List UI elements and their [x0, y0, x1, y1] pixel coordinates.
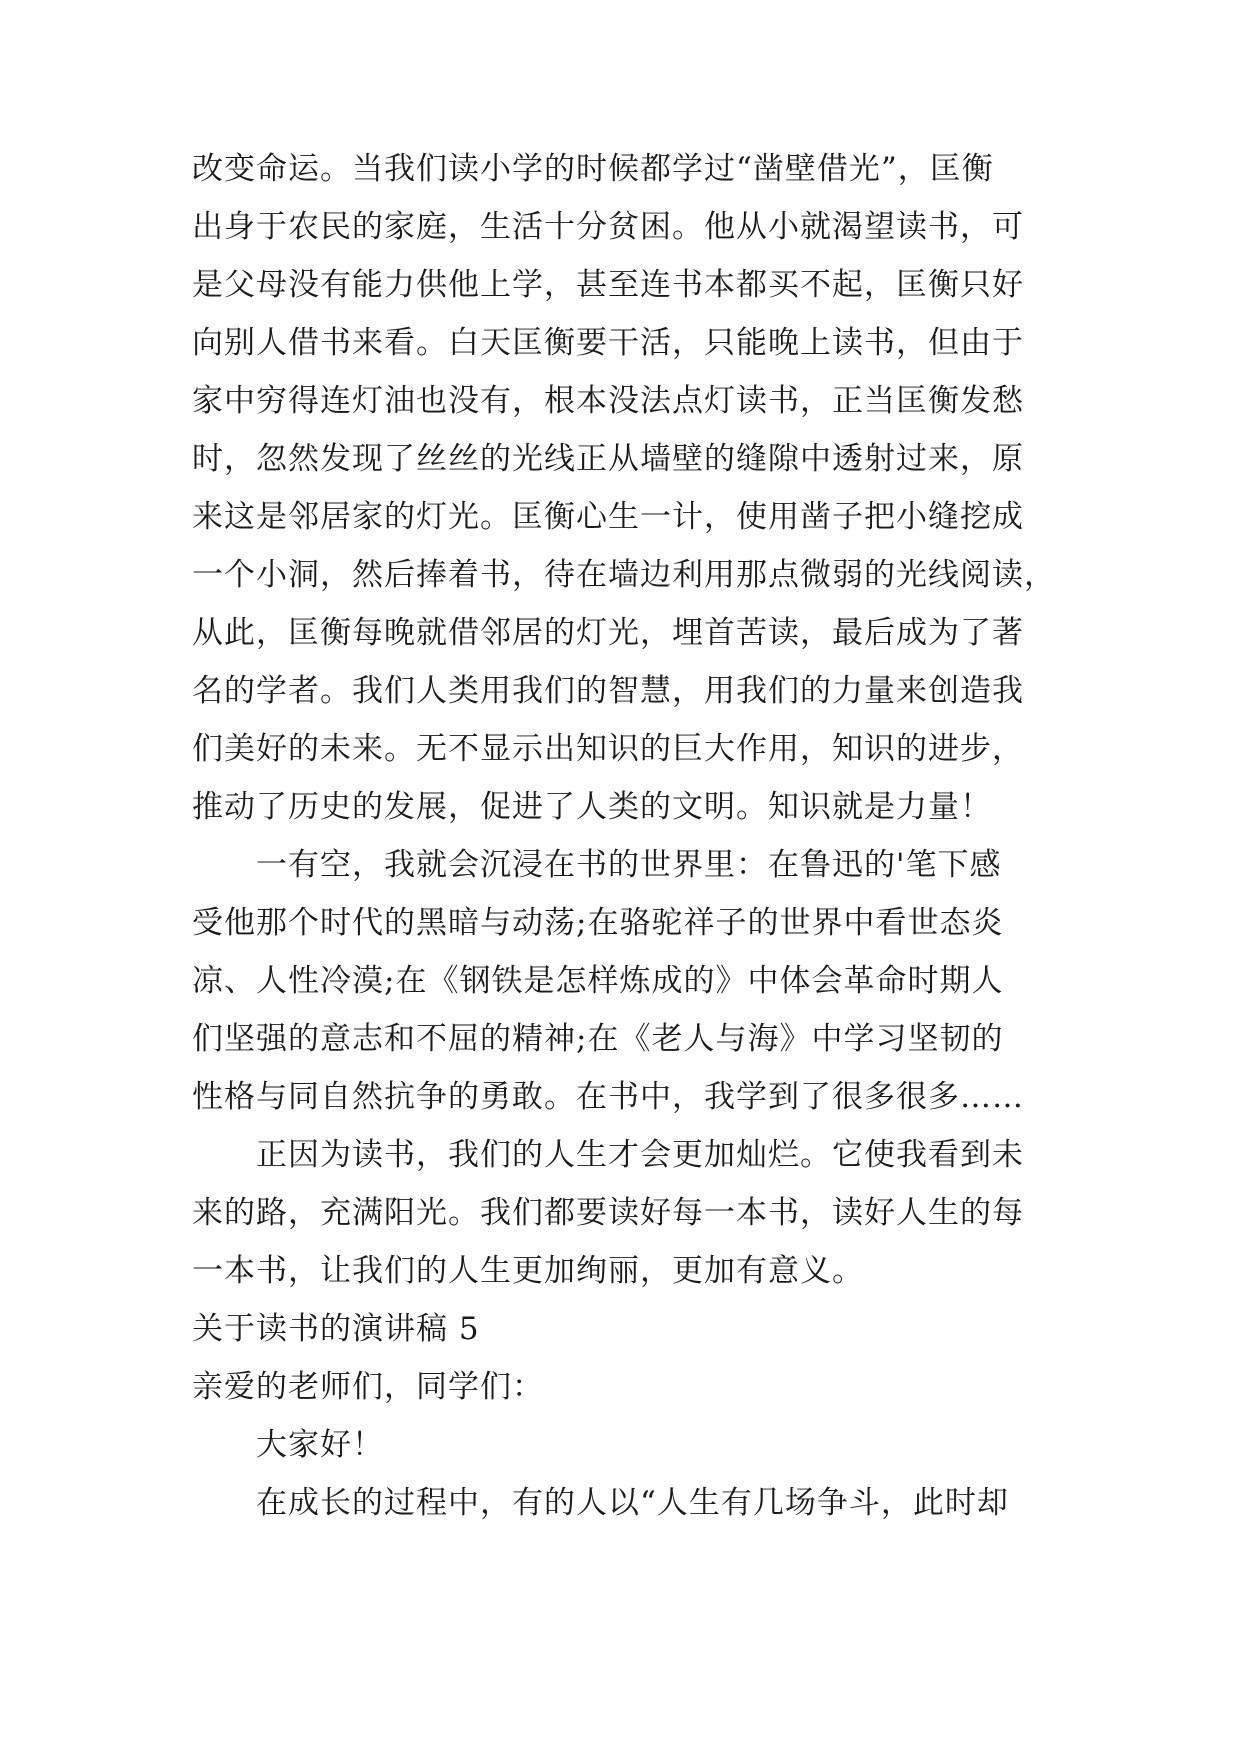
section-heading: 关于读书的演讲稿 5 — [192, 1311, 480, 1347]
text-line: 受他那个时代的黑暗与动荡;在骆驼祥子的世界中看世态炎 — [192, 905, 1004, 941]
text-line: 凉、人性冷漠;在《钢铁是怎样炼成的》中体会革命时期人 — [192, 963, 1004, 999]
text-line: 从此，匡衡每晚就借邻居的灯光，埋首苦读，最后成为了著 — [192, 615, 1024, 651]
text-line: 来的路，充满阳光。我们都要读好每一本书，读好人生的每 — [192, 1195, 1024, 1231]
text-line: 向别人借书来看。白天匡衡要干活，只能晚上读书，但由于 — [192, 325, 1024, 361]
text-line: 一本书，让我们的人生更加绚丽，更加有意义。 — [192, 1253, 864, 1289]
text-line: 性格与同自然抗争的勇敢。在书中，我学到了很多很多…… — [192, 1079, 1024, 1115]
text-line: 来这是邻居家的灯光。匡衡心生一计，使用凿子把小缝挖成 — [192, 499, 1024, 535]
salutation-line: 亲爱的老师们，同学们： — [192, 1369, 544, 1405]
paragraph-start-line: 正因为读书，我们的人生才会更加灿烂。它使我看到未 — [256, 1137, 1024, 1173]
text-line: 们美好的未来。无不显示出知识的巨大作用，知识的进步， — [192, 731, 1024, 767]
text-line: 是父母没有能力供他上学，甚至连书本都买不起，匡衡只好 — [192, 267, 1024, 303]
text-line: 一个小洞，然后捧着书，待在墙边利用那点微弱的光线阅读， — [192, 557, 1056, 593]
paragraph-start-line: 在成长的过程中，有的人以“人生有几场争斗，此时却 — [256, 1485, 1009, 1521]
text-line: 家中穷得连灯油也没有，根本没法点灯读书，正当匡衡发愁 — [192, 383, 1024, 419]
document-page — [192, 140, 1056, 1532]
text-line: 们坚强的意志和不屈的精神;在《老人与海》中学习坚韧的 — [192, 1021, 1004, 1057]
text-line: 时，忽然发现了丝丝的光线正从墙壁的缝隙中透射过来，原 — [192, 441, 1024, 477]
text-line: 名的学者。我们人类用我们的智慧，用我们的力量来创造我 — [192, 673, 1024, 709]
greeting-line: 大家好！ — [256, 1427, 384, 1463]
paragraph-start-line: 一有空，我就会沉浸在书的世界里：在鲁迅的'笔下感 — [256, 847, 1002, 883]
text-line: 出身于农民的家庭，生活十分贫困。他从小就渴望读书，可 — [192, 209, 1024, 245]
text-line: 推动了历史的发展，促进了人类的文明。知识就是力量！ — [192, 789, 992, 825]
text-line: 改变命运。当我们读小学的时候都学过“凿壁借光”，匡衡 — [192, 151, 994, 187]
